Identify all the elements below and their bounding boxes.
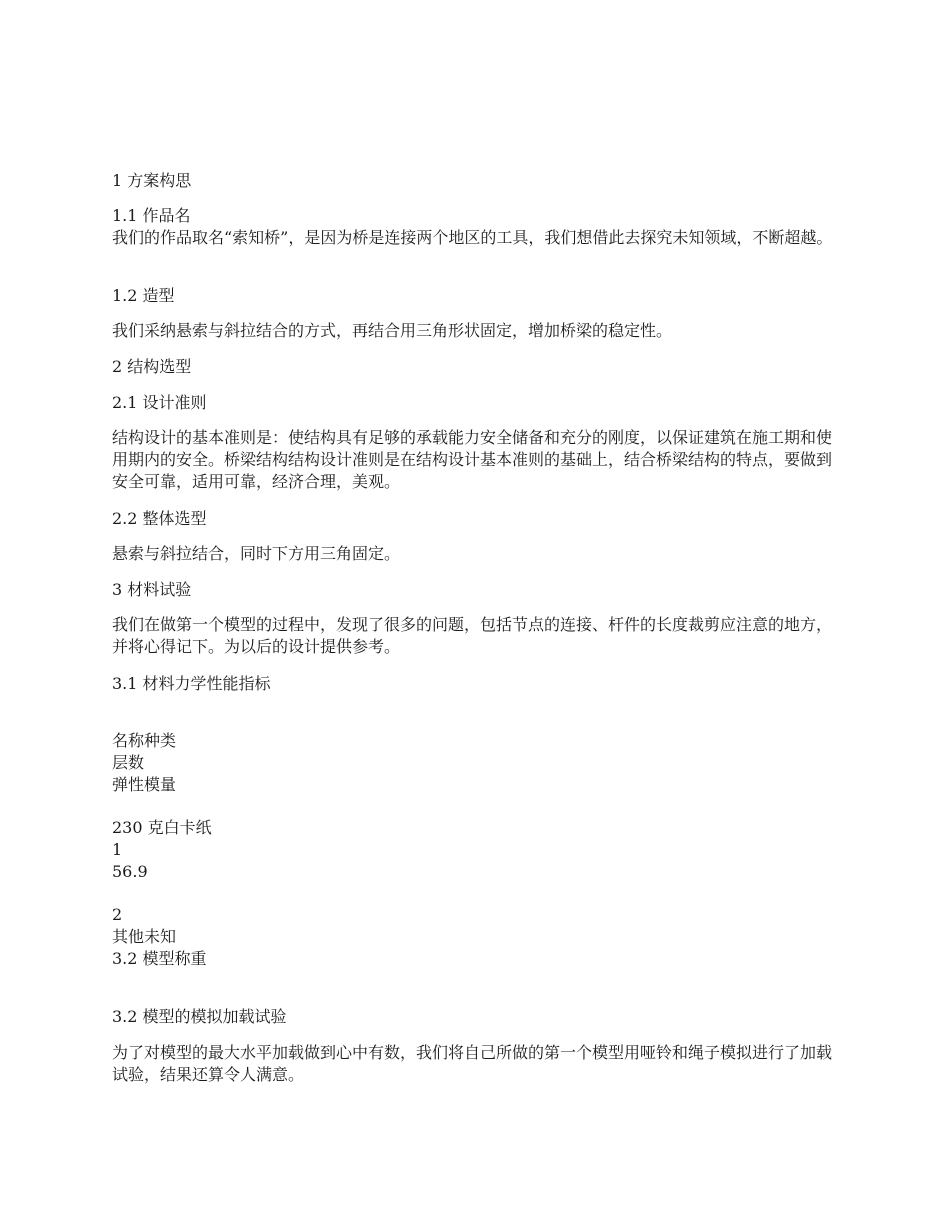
table-header-row	[112, 730, 840, 796]
section-3-2-loading-heading: 3.2 模型的模拟加载试验	[112, 1007, 287, 1026]
section-2-heading: 2 结构选型	[112, 357, 192, 376]
section-1-1-paragraph: 我们的作品取名“索知桥”，是因为桥是连接两个地区的工具，我们想借此去探究未知领域，不断超越。	[112, 228, 833, 247]
table-cell: 2	[112, 905, 123, 924]
table-header-cell: 名称种类	[112, 731, 177, 750]
section-2-1-heading: 2.1 设计准则	[112, 393, 207, 412]
section-3-2-weighing-heading: 3.2 模型称重	[112, 949, 207, 968]
section-3-paragraph: 我们在做第一个模型的过程中，发现了很多的问题，包括节点的连接、杆件的长度裁剪应注意的地方，并将心得记下。为以后的设计提供参考。	[112, 615, 833, 656]
section-1-2-paragraph: 我们采纳悬索与斜拉结合的方式，再结合用三角形状固定，增加桥梁的稳定性。	[112, 321, 673, 340]
section-2-1-paragraph: 结构设计的基本准则是：使结构具有足够的承载能力安全储备和充分的刚度，以保证建筑在施工期和使用期内的安全。桥梁结构结构设计准则是在结构设计基本准则的基础上，结合桥梁结构的特点，要做到安全可靠，适用可靠，经济合理，美观。	[112, 428, 833, 491]
section-3-heading: 3 材料试验	[112, 580, 192, 599]
section-1-2-heading: 1.2 造型	[112, 286, 175, 305]
table-row	[112, 904, 840, 970]
table-cell: 230 克白卡纸	[112, 818, 212, 837]
table-cell: 其他未知	[112, 927, 177, 946]
section-2-2-paragraph: 悬索与斜拉结合，同时下方用三角固定。	[112, 544, 401, 563]
section-1-1-heading: 1.1 作品名	[112, 206, 191, 225]
table-row	[112, 817, 840, 883]
section-3-1-heading: 3.1 材料力学性能指标	[112, 674, 271, 693]
section-2-2-heading: 2.2 整体选型	[112, 509, 207, 528]
section-1-heading: 1 方案构思	[112, 171, 192, 190]
table-header-cell: 弹性模量	[112, 775, 177, 794]
table-cell: 1	[112, 840, 123, 859]
table-header-cell: 层数	[112, 753, 145, 772]
table-cell: 56.9	[112, 862, 148, 881]
section-3-2-loading-paragraph: 为了对模型的最大水平加载做到心中有数，我们将自己所做的第一个模型用哑铃和绳子模拟进行了加载试验，结果还算令人满意。	[112, 1043, 833, 1084]
